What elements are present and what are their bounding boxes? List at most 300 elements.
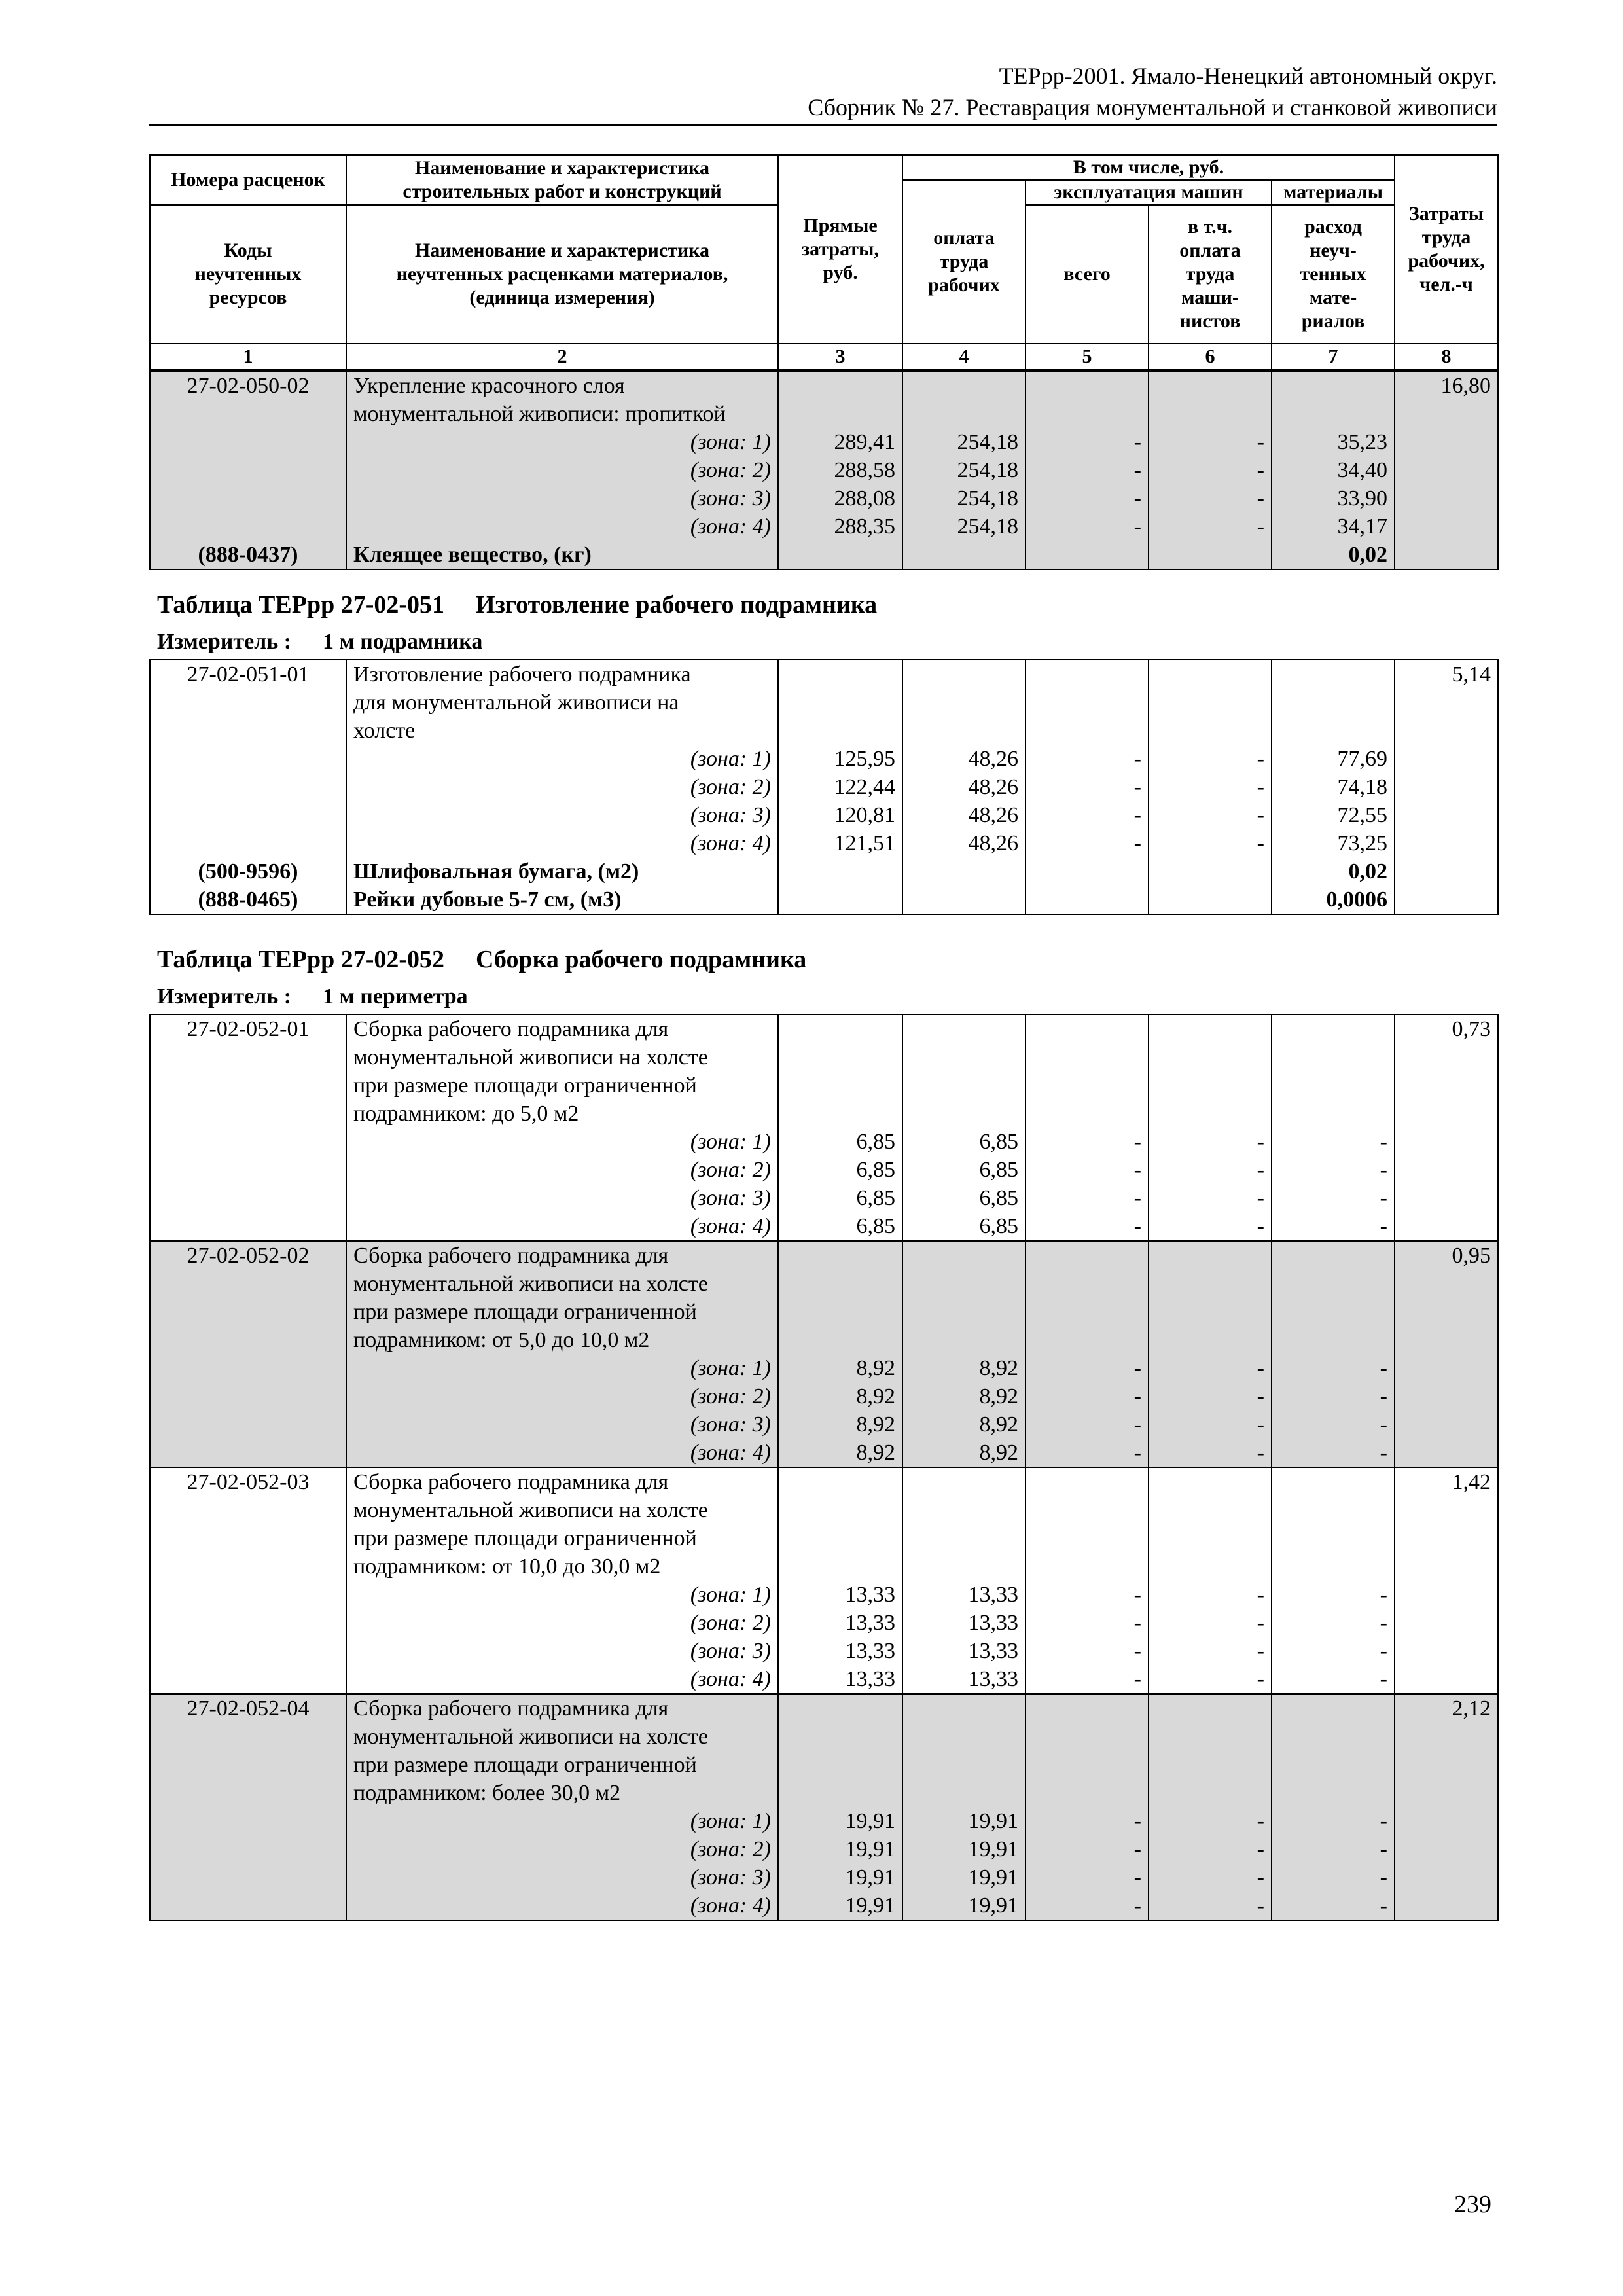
table-cell-col3: 8,92 bbox=[778, 1439, 902, 1467]
table-cell-col7 bbox=[1272, 1779, 1395, 1807]
table-cell-col1: 27-02-052-03 bbox=[150, 1467, 346, 1496]
table-cell-col4 bbox=[902, 1014, 1026, 1043]
table-cell-col7: - bbox=[1272, 1184, 1395, 1212]
table-cell-col6 bbox=[1149, 400, 1272, 428]
table-cell-col8 bbox=[1395, 1552, 1498, 1581]
table-row bbox=[150, 1071, 1498, 1100]
table-cell-col5 bbox=[1026, 1298, 1149, 1326]
table-cell-col6 bbox=[1149, 1524, 1272, 1552]
table-cell-col3 bbox=[778, 1467, 902, 1496]
table-cell-col5 bbox=[1026, 1014, 1149, 1043]
table-cell-col3 bbox=[778, 660, 902, 689]
table-cell-col7: - bbox=[1272, 1439, 1395, 1467]
table-cell-col4 bbox=[902, 1694, 1026, 1723]
table-cell-col6 bbox=[1149, 1751, 1272, 1779]
table-cell-col1 bbox=[150, 1298, 346, 1326]
table-cell-col5: - bbox=[1026, 428, 1149, 456]
table-cell-col8 bbox=[1395, 541, 1498, 569]
table-cell-col3: 19,91 bbox=[778, 1863, 902, 1892]
table-row bbox=[150, 1694, 1498, 1723]
table-cell-col1 bbox=[150, 512, 346, 541]
table-cell-col4: 6,85 bbox=[902, 1184, 1026, 1212]
table-cell-col5 bbox=[1026, 689, 1149, 717]
table-cell-col4 bbox=[902, 1071, 1026, 1100]
table-row bbox=[150, 1552, 1498, 1581]
table-cell-col5 bbox=[1026, 1496, 1149, 1524]
table-cell-col3: 125,95 bbox=[778, 745, 902, 773]
table-cell-col2: при размере площади ограниченной bbox=[346, 1524, 778, 1552]
table-cell-col1 bbox=[150, 1751, 346, 1779]
table-cell-col8: 16,80 bbox=[1395, 371, 1498, 400]
table-cell-col5: - bbox=[1026, 1835, 1149, 1863]
header-resource-codes: Коды неучтенных ресурсов bbox=[150, 205, 346, 344]
table-cell-col6 bbox=[1149, 1043, 1272, 1071]
table-row bbox=[150, 773, 1498, 801]
table-cell-col7: 35,23 bbox=[1272, 428, 1395, 456]
table-cell-col7 bbox=[1272, 1298, 1395, 1326]
table-cell-col7: 33,90 bbox=[1272, 484, 1395, 512]
table-row bbox=[150, 745, 1498, 773]
table-cell-col7: - bbox=[1272, 1354, 1395, 1382]
column-number: 4 bbox=[902, 344, 1026, 370]
rates-table-051 bbox=[149, 659, 1499, 915]
table-cell-col7: 74,18 bbox=[1272, 773, 1395, 801]
table-cell-col7 bbox=[1272, 1043, 1395, 1071]
table-cell-col2: монументальной живописи на холсте bbox=[346, 1043, 778, 1071]
table-cell-col5: - bbox=[1026, 1439, 1149, 1467]
table-cell-col7 bbox=[1272, 1100, 1395, 1128]
table-cell-col5: - bbox=[1026, 1184, 1149, 1212]
table-cell-col1 bbox=[150, 1184, 346, 1212]
table-cell-col7: - bbox=[1272, 1609, 1395, 1637]
table-cell-col3: 13,33 bbox=[778, 1637, 902, 1665]
table-row bbox=[150, 829, 1498, 857]
table-cell-col4 bbox=[902, 541, 1026, 569]
table-cell-col4 bbox=[902, 1751, 1026, 1779]
table-cell-col3 bbox=[778, 1043, 902, 1071]
table-cell-col3 bbox=[778, 1100, 902, 1128]
table-cell-col2: (зона: 2) bbox=[346, 1382, 778, 1410]
header-material-name: Наименование и характеристика неучтенных расценками материалов, (единица измерения) bbox=[346, 205, 778, 344]
table-cell-col5: - bbox=[1026, 801, 1149, 829]
table-cell-col6: - bbox=[1149, 428, 1272, 456]
table-cell-col4 bbox=[902, 1298, 1026, 1326]
table-row bbox=[150, 857, 1498, 886]
table-cell-col8 bbox=[1395, 1892, 1498, 1920]
table-row bbox=[150, 1326, 1498, 1354]
page-number: 239 bbox=[1454, 2191, 1491, 2218]
table-row bbox=[150, 1609, 1498, 1637]
table-cell-col4: 254,18 bbox=[902, 484, 1026, 512]
table-row bbox=[150, 1270, 1498, 1298]
table-cell-col5 bbox=[1026, 1751, 1149, 1779]
table-cell-col4: 8,92 bbox=[902, 1439, 1026, 1467]
page-header bbox=[149, 60, 1497, 123]
table-cell-col1: (888-0465) bbox=[150, 886, 346, 914]
table-cell-col5: - bbox=[1026, 1637, 1149, 1665]
table-cell-col5 bbox=[1026, 400, 1149, 428]
table-cell-col3: 19,91 bbox=[778, 1835, 902, 1863]
table-cell-col3: 121,51 bbox=[778, 829, 902, 857]
table-cell-col4: 13,33 bbox=[902, 1637, 1026, 1665]
table-cell-col8: 5,14 bbox=[1395, 660, 1498, 689]
table-cell-col8 bbox=[1395, 1184, 1498, 1212]
table-cell-col1 bbox=[150, 1212, 346, 1241]
table-cell-col2: монументальной живописи на холсте bbox=[346, 1496, 778, 1524]
table-cell-col7: - bbox=[1272, 1665, 1395, 1694]
table-row bbox=[150, 371, 1498, 400]
table-cell-col1 bbox=[150, 1723, 346, 1751]
table-cell-col3: 122,44 bbox=[778, 773, 902, 801]
table-row bbox=[150, 1156, 1498, 1184]
table-cell-col5: - bbox=[1026, 1410, 1149, 1439]
table-cell-col2: (зона: 2) bbox=[346, 1835, 778, 1863]
table-row bbox=[150, 512, 1498, 541]
table-cell-col6: - bbox=[1149, 1382, 1272, 1410]
table-cell-col6 bbox=[1149, 1270, 1272, 1298]
table-cell-col8: 2,12 bbox=[1395, 1694, 1498, 1723]
table-cell-col4: 254,18 bbox=[902, 512, 1026, 541]
table-cell-col4 bbox=[902, 1100, 1026, 1128]
table-cell-col5 bbox=[1026, 1694, 1149, 1723]
table-cell-col6 bbox=[1149, 371, 1272, 400]
table-cell-col7 bbox=[1272, 1241, 1395, 1270]
table-cell-col2: (зона: 3) bbox=[346, 801, 778, 829]
table-cell-col1: (888-0437) bbox=[150, 541, 346, 569]
table-cell-col6: - bbox=[1149, 1892, 1272, 1920]
table-cell-col3 bbox=[778, 541, 902, 569]
table-cell-col2: (зона: 3) bbox=[346, 1637, 778, 1665]
table-row bbox=[150, 1354, 1498, 1382]
table-cell-col6 bbox=[1149, 1723, 1272, 1751]
table-row bbox=[150, 541, 1498, 569]
header-line-2: Сборник № 27. Реставрация монументальной и станковой живописи bbox=[808, 94, 1497, 120]
table-cell-col8 bbox=[1395, 1043, 1498, 1071]
table-row bbox=[150, 1184, 1498, 1212]
table-cell-col5: - bbox=[1026, 1354, 1149, 1382]
table-cell-col7: - bbox=[1272, 1128, 1395, 1156]
table-cell-col1 bbox=[150, 1524, 346, 1552]
table-cell-col8 bbox=[1395, 1382, 1498, 1410]
table-cell-col7: 34,40 bbox=[1272, 456, 1395, 484]
table-cell-col6: - bbox=[1149, 801, 1272, 829]
table-cell-col1 bbox=[150, 456, 346, 484]
table-cell-col4 bbox=[902, 1270, 1026, 1298]
table-cell-col5: - bbox=[1026, 512, 1149, 541]
table-row bbox=[150, 1410, 1498, 1439]
table-cell-col4: 8,92 bbox=[902, 1410, 1026, 1439]
table-row bbox=[150, 1723, 1498, 1751]
table-cell-col2: при размере площади ограниченной bbox=[346, 1071, 778, 1100]
table-cell-col1 bbox=[150, 745, 346, 773]
table-cell-col3: 6,85 bbox=[778, 1184, 902, 1212]
table-cell-col1 bbox=[150, 801, 346, 829]
table-cell-col4: 254,18 bbox=[902, 428, 1026, 456]
table-cell-col5: - bbox=[1026, 1128, 1149, 1156]
table-cell-col8 bbox=[1395, 829, 1498, 857]
table-cell-col7 bbox=[1272, 1326, 1395, 1354]
table-cell-col1 bbox=[150, 1552, 346, 1581]
table-cell-col5 bbox=[1026, 1100, 1149, 1128]
table-cell-col5: - bbox=[1026, 1892, 1149, 1920]
table-cell-col8 bbox=[1395, 1212, 1498, 1241]
header-work-name: Наименование и характеристика строительных работ и конструкций bbox=[346, 155, 778, 205]
table-cell-col3 bbox=[778, 1779, 902, 1807]
table-cell-col6: - bbox=[1149, 1156, 1272, 1184]
header-rate-numbers: Номера расценок bbox=[150, 155, 346, 205]
table-cell-col4 bbox=[902, 1467, 1026, 1496]
table-cell-col8 bbox=[1395, 1270, 1498, 1298]
table-cell-col3 bbox=[778, 1552, 902, 1581]
table-cell-col8 bbox=[1395, 1496, 1498, 1524]
table-cell-col2: (зона: 1) bbox=[346, 1128, 778, 1156]
table-cell-col6 bbox=[1149, 886, 1272, 914]
table-cell-col2: Шлифовальная бумага, (м2) bbox=[346, 857, 778, 886]
table-cell-col7: 77,69 bbox=[1272, 745, 1395, 773]
header-material-consumption: расход неуч- тенных мате- риалов bbox=[1272, 205, 1395, 344]
table-cell-col1 bbox=[150, 773, 346, 801]
table-cell-col8: 0,73 bbox=[1395, 1014, 1498, 1043]
table-cell-col2: монументальной живописи на холсте bbox=[346, 1270, 778, 1298]
table-cell-col2: (зона: 1) bbox=[346, 1354, 778, 1382]
table-cell-col8 bbox=[1395, 1723, 1498, 1751]
table-cell-col6: - bbox=[1149, 1863, 1272, 1892]
table-cell-col4: 19,91 bbox=[902, 1863, 1026, 1892]
table-cell-col4: 6,85 bbox=[902, 1156, 1026, 1184]
header-machines: эксплуатация машин bbox=[1026, 180, 1272, 205]
table-cell-col3: 8,92 bbox=[778, 1354, 902, 1382]
column-number: 3 bbox=[778, 344, 902, 370]
table-cell-col1 bbox=[150, 1439, 346, 1467]
table-cell-col2: (зона: 4) bbox=[346, 1892, 778, 1920]
table-cell-col2: подрамником: от 5,0 до 10,0 м2 bbox=[346, 1326, 778, 1354]
table-cell-col6 bbox=[1149, 1779, 1272, 1807]
table-cell-col5: - bbox=[1026, 773, 1149, 801]
table-cell-col6 bbox=[1149, 1694, 1272, 1723]
table-cell-col1 bbox=[150, 1892, 346, 1920]
table-row bbox=[150, 1043, 1498, 1071]
table-cell-col6 bbox=[1149, 1100, 1272, 1128]
table-cell-col7: 0,02 bbox=[1272, 857, 1395, 886]
table-cell-col6: - bbox=[1149, 1609, 1272, 1637]
header-workers-pay: оплата труда рабочих bbox=[902, 180, 1026, 344]
table-cell-col5: - bbox=[1026, 1807, 1149, 1835]
table-cell-col5: - bbox=[1026, 1581, 1149, 1609]
table-cell-col3 bbox=[778, 1326, 902, 1354]
table-cell-col4: 48,26 bbox=[902, 829, 1026, 857]
header-machinists-pay: в т.ч. оплата труда маши- нистов bbox=[1149, 205, 1272, 344]
table-cell-col2: подрамником: от 10,0 до 30,0 м2 bbox=[346, 1552, 778, 1581]
header-machines-total: всего bbox=[1026, 205, 1149, 344]
table-cell-col5 bbox=[1026, 1270, 1149, 1298]
table-cell-col6: - bbox=[1149, 1354, 1272, 1382]
table-cell-col3 bbox=[778, 857, 902, 886]
table-cell-col6: - bbox=[1149, 1439, 1272, 1467]
table-cell-col7 bbox=[1272, 689, 1395, 717]
table-cell-col5 bbox=[1026, 1552, 1149, 1581]
table-cell-col4: 13,33 bbox=[902, 1609, 1026, 1637]
table-cell-col1 bbox=[150, 1270, 346, 1298]
table-cell-col7 bbox=[1272, 1496, 1395, 1524]
table-cell-col7: - bbox=[1272, 1156, 1395, 1184]
table-row bbox=[150, 484, 1498, 512]
table-cell-col1: 27-02-052-02 bbox=[150, 1241, 346, 1270]
table-cell-col6 bbox=[1149, 1326, 1272, 1354]
table-cell-col4 bbox=[902, 886, 1026, 914]
table-cell-col8 bbox=[1395, 801, 1498, 829]
table-cell-col1 bbox=[150, 1835, 346, 1863]
table-cell-col2: Сборка рабочего подрамника для bbox=[346, 1014, 778, 1043]
table-cell-col8 bbox=[1395, 1835, 1498, 1863]
table-cell-col7 bbox=[1272, 717, 1395, 745]
table-cell-col3 bbox=[778, 1014, 902, 1043]
table-row bbox=[150, 1100, 1498, 1128]
table-cell-col6 bbox=[1149, 1298, 1272, 1326]
table-cell-col2: при размере площади ограниченной bbox=[346, 1298, 778, 1326]
header-materials: материалы bbox=[1272, 180, 1395, 205]
section-name: Сборка рабочего подрамника bbox=[476, 946, 807, 973]
table-cell-col6 bbox=[1149, 1467, 1272, 1496]
table-cell-col5 bbox=[1026, 886, 1149, 914]
table-cell-col2: Сборка рабочего подрамника для bbox=[346, 1241, 778, 1270]
table-cell-col3: 19,91 bbox=[778, 1892, 902, 1920]
table-cell-col4: 6,85 bbox=[902, 1128, 1026, 1156]
table-cell-col6: - bbox=[1149, 773, 1272, 801]
table-cell-col8 bbox=[1395, 1439, 1498, 1467]
table-cell-col2: (зона: 2) bbox=[346, 1156, 778, 1184]
table-row bbox=[150, 801, 1498, 829]
table-cell-col3: 6,85 bbox=[778, 1128, 902, 1156]
table-cell-col3: 19,91 bbox=[778, 1807, 902, 1835]
table-cell-col1 bbox=[150, 1863, 346, 1892]
table-cell-col5 bbox=[1026, 1326, 1149, 1354]
table-cell-col6: - bbox=[1149, 1581, 1272, 1609]
table-cell-col2: Изготовление рабочего подрамника bbox=[346, 660, 778, 689]
table-cell-col1 bbox=[150, 1410, 346, 1439]
table-cell-col7: 73,25 bbox=[1272, 829, 1395, 857]
table-cell-col4 bbox=[902, 1723, 1026, 1751]
table-cell-col8 bbox=[1395, 1779, 1498, 1807]
table-cell-col3 bbox=[778, 717, 902, 745]
table-cell-col4: 6,85 bbox=[902, 1212, 1026, 1241]
table-cell-col1 bbox=[150, 1354, 346, 1382]
table-cell-col5: - bbox=[1026, 1665, 1149, 1694]
table-cell-col7 bbox=[1272, 1467, 1395, 1496]
table-cell-col5 bbox=[1026, 1524, 1149, 1552]
section-code: Таблица ТЕРрр 27-02-051 bbox=[157, 591, 445, 619]
table-cell-col4 bbox=[902, 660, 1026, 689]
table-cell-col8 bbox=[1395, 717, 1498, 745]
table-cell-col1 bbox=[150, 1100, 346, 1128]
table-cell-col8 bbox=[1395, 857, 1498, 886]
table-cell-col8 bbox=[1395, 456, 1498, 484]
table-cell-col1 bbox=[150, 1496, 346, 1524]
table-cell-col4 bbox=[902, 1496, 1026, 1524]
table-cell-col8 bbox=[1395, 484, 1498, 512]
table-cell-col8 bbox=[1395, 512, 1498, 541]
table-row bbox=[150, 1439, 1498, 1467]
table-row bbox=[150, 717, 1498, 745]
table-row bbox=[150, 1298, 1498, 1326]
table-cell-col2: (зона: 3) bbox=[346, 1863, 778, 1892]
table-cell-col3: 8,92 bbox=[778, 1382, 902, 1410]
table-cell-col1 bbox=[150, 1071, 346, 1100]
table-cell-col7 bbox=[1272, 1014, 1395, 1043]
table-cell-col5: - bbox=[1026, 1609, 1149, 1637]
table-cell-col1 bbox=[150, 1326, 346, 1354]
table-cell-col2: Укрепление красочного слоя bbox=[346, 371, 778, 400]
table-cell-col2: (зона: 4) bbox=[346, 1212, 778, 1241]
table-cell-col4: 8,92 bbox=[902, 1354, 1026, 1382]
table-cell-col6: - bbox=[1149, 829, 1272, 857]
table-cell-col7 bbox=[1272, 1270, 1395, 1298]
table-cell-col3 bbox=[778, 1270, 902, 1298]
table-cell-col4 bbox=[902, 1779, 1026, 1807]
table-cell-col4: 19,91 bbox=[902, 1835, 1026, 1863]
table-cell-col6 bbox=[1149, 1552, 1272, 1581]
table-cell-col5 bbox=[1026, 1779, 1149, 1807]
table-cell-col6 bbox=[1149, 717, 1272, 745]
table-cell-col4: 13,33 bbox=[902, 1581, 1026, 1609]
table-cell-col8 bbox=[1395, 1354, 1498, 1382]
table-cell-col3 bbox=[778, 1694, 902, 1723]
table-cell-col3 bbox=[778, 1723, 902, 1751]
table-cell-col5: - bbox=[1026, 745, 1149, 773]
header-line-1: ТЕРрр-2001. Ямало-Ненецкий автономный округ. bbox=[999, 63, 1497, 89]
table-cell-col3 bbox=[778, 1298, 902, 1326]
column-header-table bbox=[149, 154, 1499, 370]
table-cell-col1: 27-02-051-01 bbox=[150, 660, 346, 689]
table-cell-col1 bbox=[150, 428, 346, 456]
table-row bbox=[150, 428, 1498, 456]
table-row bbox=[150, 1212, 1498, 1241]
table-cell-col7 bbox=[1272, 1694, 1395, 1723]
table-cell-col5 bbox=[1026, 1467, 1149, 1496]
table-cell-col7: 0,02 bbox=[1272, 541, 1395, 569]
table-cell-col2: (зона: 1) bbox=[346, 1581, 778, 1609]
table-cell-col2: при размере площади ограниченной bbox=[346, 1751, 778, 1779]
table-cell-col6 bbox=[1149, 1071, 1272, 1100]
table-cell-col2: подрамником: до 5,0 м2 bbox=[346, 1100, 778, 1128]
table-row bbox=[150, 886, 1498, 914]
table-cell-col8 bbox=[1395, 1298, 1498, 1326]
rates-table-050 bbox=[149, 370, 1499, 570]
table-cell-col7 bbox=[1272, 1751, 1395, 1779]
table-cell-col5: - bbox=[1026, 1156, 1149, 1184]
table-cell-col1 bbox=[150, 1779, 346, 1807]
table-cell-col3 bbox=[778, 886, 902, 914]
table-cell-col4 bbox=[902, 1241, 1026, 1270]
table-cell-col2: (зона: 4) bbox=[346, 829, 778, 857]
table-cell-col4: 48,26 bbox=[902, 773, 1026, 801]
table-cell-col2: (зона: 3) bbox=[346, 1410, 778, 1439]
table-cell-col2: (зона: 1) bbox=[346, 428, 778, 456]
table-cell-col1 bbox=[150, 1609, 346, 1637]
measure-label: Измеритель : bbox=[157, 984, 292, 1009]
column-number: 7 bbox=[1272, 344, 1395, 370]
table-cell-col4: 19,91 bbox=[902, 1892, 1026, 1920]
table-cell-col3: 6,85 bbox=[778, 1212, 902, 1241]
table-row bbox=[150, 1496, 1498, 1524]
table-cell-col5 bbox=[1026, 660, 1149, 689]
column-number: 1 bbox=[150, 344, 346, 370]
table-cell-col2: (зона: 1) bbox=[346, 1807, 778, 1835]
table-cell-col3 bbox=[778, 1496, 902, 1524]
section-title-052 bbox=[157, 945, 806, 974]
table-cell-col6: - bbox=[1149, 1835, 1272, 1863]
table-cell-col2: Сборка рабочего подрамника для bbox=[346, 1467, 778, 1496]
table-cell-col4 bbox=[902, 1326, 1026, 1354]
